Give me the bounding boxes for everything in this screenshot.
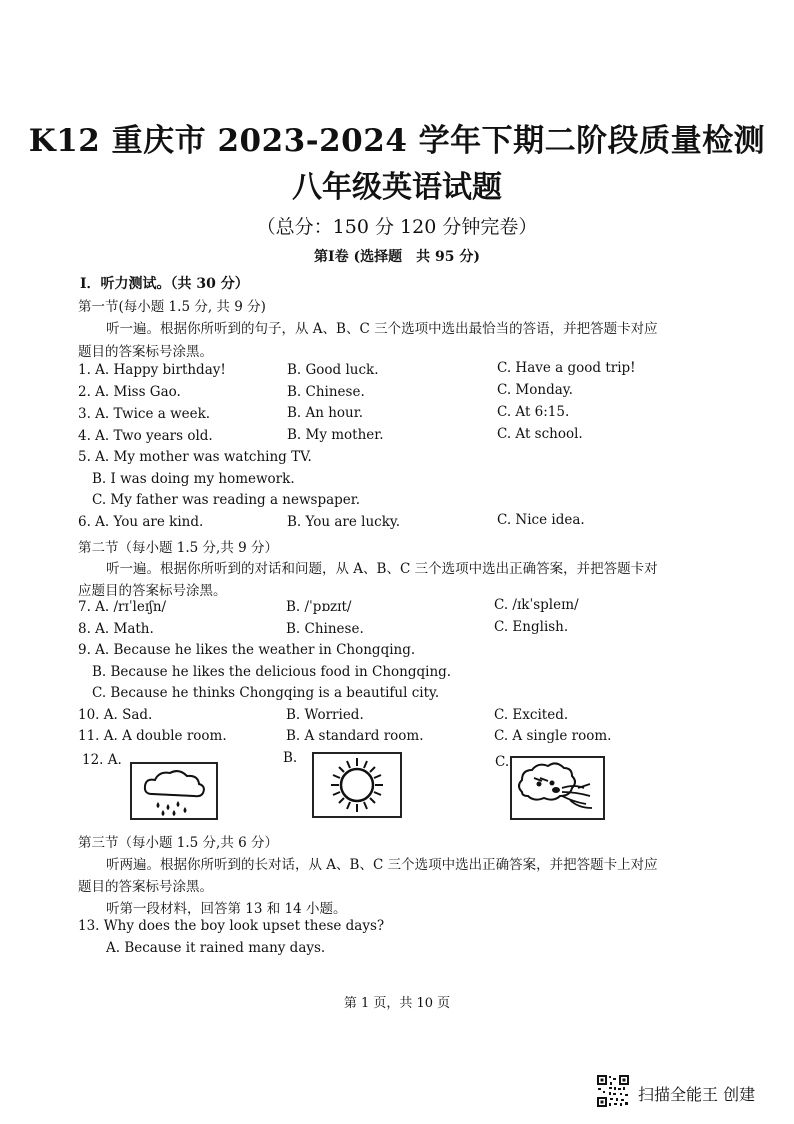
option-b: B. Worried. bbox=[286, 707, 364, 723]
option-b: B. Because he likes the delicious food in Chongqing. bbox=[92, 664, 452, 680]
windy-cloud-icon bbox=[510, 756, 605, 820]
option-b: B. Chinese. bbox=[287, 384, 365, 400]
option-a: 7. A. /rɪˈleɪʃn/ bbox=[78, 599, 167, 615]
option-a: 4. A. Two years old. bbox=[78, 428, 213, 444]
volume-label: 第Ⅰ卷 (选择题 共 95 分) bbox=[314, 249, 480, 265]
option-a: 12. A. bbox=[82, 752, 122, 768]
qr-code-icon bbox=[596, 1074, 630, 1108]
material-note: 听第一段材料，回答第 13 和 14 小题。 bbox=[106, 901, 347, 917]
instruction: 题目的答案标号涂黑。 bbox=[78, 344, 213, 360]
section-title: 第三节（每小题 1.5 分,共 6 分） bbox=[78, 835, 279, 851]
option-b: B. Chinese. bbox=[286, 621, 364, 637]
option-b: B. I was doing my homework. bbox=[92, 471, 295, 487]
option-a: 6. A. You are kind. bbox=[78, 514, 204, 530]
option-a: 10. A. Sad. bbox=[78, 707, 153, 723]
option-c: C. At 6:15. bbox=[497, 404, 570, 420]
option-a: 2. A. Miss Gao. bbox=[78, 384, 181, 400]
option-c: C. Nice idea. bbox=[497, 512, 585, 528]
option-a: A. Because it rained many days. bbox=[106, 940, 326, 956]
section-title: 第二节（每小题 1.5 分,共 9 分） bbox=[78, 540, 279, 556]
instruction: 应题目的答案标号涂黑。 bbox=[78, 583, 227, 599]
option-c: C. /ɪkˈspleɪn/ bbox=[494, 597, 579, 613]
option-b: B. /ˈpɒzɪt/ bbox=[286, 599, 352, 615]
option-a: 5. A. My mother was watching TV. bbox=[78, 449, 312, 465]
option-b: B. My mother. bbox=[287, 427, 384, 443]
option-c: C. My father was reading a newspaper. bbox=[92, 492, 361, 508]
option-a: 3. A. Twice a week. bbox=[78, 406, 211, 422]
scanner-watermark: 扫描全能王 创建 bbox=[638, 1085, 756, 1104]
instruction: 听一遍。根据你所听到的对话和问题，从 A、B、C 三个选项中选出正确答案，并把答题卡对 bbox=[106, 561, 658, 577]
instruction: 题目的答案标号涂黑。 bbox=[78, 879, 213, 895]
option-c: C. Excited. bbox=[494, 707, 569, 723]
exam-title: K12 重庆市 2023-2024 学年下期二阶段质量检测 bbox=[28, 123, 766, 159]
instruction: 听一遍。根据你所听到的句子，从 A、B、C 三个选项中选出最恰当的答语，并把答题卡对应 bbox=[106, 321, 658, 337]
option-a: 8. A. Math. bbox=[78, 621, 154, 637]
option-c: C. Have a good trip! bbox=[497, 360, 636, 376]
score-info: （总分：150 分 120 分钟完卷） bbox=[256, 216, 538, 238]
option-a: 9. A. Because he likes the weather in Chongqing. bbox=[78, 642, 416, 658]
instruction: 听两遍。根据你所听到的长对话，从 A、B、C 三个选项中选出正确答案，并把答题卡上对应 bbox=[106, 857, 658, 873]
section-title: 第一节(每小题 1.5 分, 共 9 分) bbox=[78, 299, 266, 315]
option-b: B. You are lucky. bbox=[287, 514, 401, 530]
option-b: B. Good luck. bbox=[287, 362, 379, 378]
option-a: 11. A. A double room. bbox=[78, 728, 227, 744]
option-c: C. A single room. bbox=[494, 728, 612, 744]
exam-subtitle: 八年级英语试题 bbox=[292, 170, 502, 205]
option-c: C. English. bbox=[494, 619, 569, 635]
part-heading: I．听力测试。（共 30 分） bbox=[80, 276, 249, 292]
option-c: C. At school. bbox=[497, 426, 583, 442]
option-b: B. An hour. bbox=[287, 405, 364, 421]
option-c: C. Monday. bbox=[497, 382, 573, 398]
option-a: 1. A. Happy birthday! bbox=[78, 362, 226, 378]
option-c: C. Because he thinks Chongqing is a beautiful city. bbox=[92, 685, 440, 701]
option-b: B. A standard room. bbox=[286, 728, 424, 744]
option-c: C. bbox=[495, 754, 510, 770]
option-b: B. bbox=[283, 750, 298, 766]
sun-icon bbox=[312, 752, 402, 818]
page-number: 第 1 页，共 10 页 bbox=[343, 996, 451, 1011]
question-stem: 13. Why does the boy look upset these days? bbox=[78, 918, 385, 934]
rain-cloud-icon bbox=[130, 762, 218, 820]
